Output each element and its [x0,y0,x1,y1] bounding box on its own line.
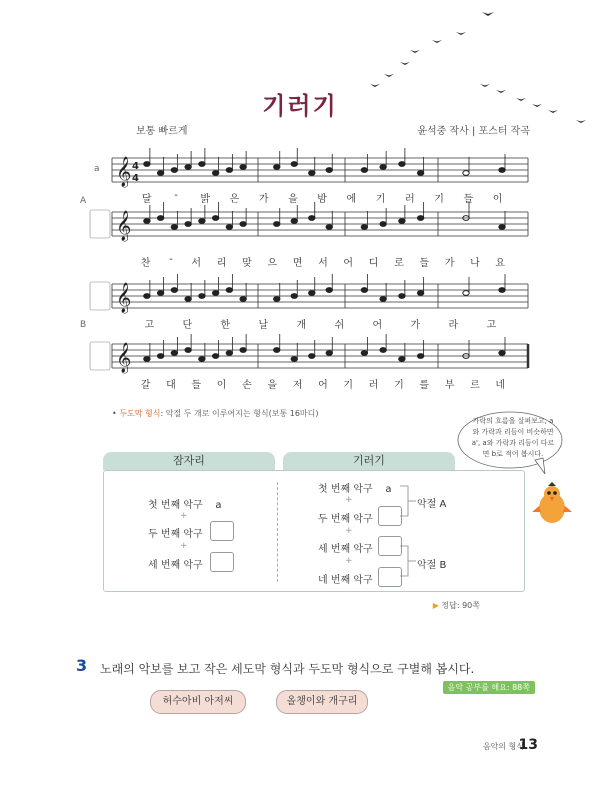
lyric-syllable: 은 [229,194,240,205]
note-head [199,294,205,299]
lyrics-line [128,316,528,330]
song-option-scarecrow[interactable]: 허수아비 아저씨 [150,690,246,714]
note-head [226,351,232,356]
treble-clef-icon: 𝄞 [116,157,132,187]
lyric-syllable: 들 [463,194,474,205]
lyric-syllable: 개 [296,320,307,331]
note-head [361,225,367,230]
triangle-icon: ▶ [432,601,439,610]
lyric-syllable: 가 [258,194,269,205]
note-head [326,168,332,173]
lyric-syllable: 라 [448,320,459,331]
right-phrase-4: 네 번째 악구 [318,575,373,586]
footer-chapter: 음악의 형식 [482,742,524,751]
lyric-syllable: 저 [292,380,303,391]
lyric-syllable: 쉬 [334,320,345,331]
lyric-syllable: 손 [242,380,252,391]
note-head [326,225,332,230]
lyric-syllable: 어 [318,380,328,391]
section-label-a: A [80,196,87,206]
study-reference-badge: 음악 공부를 해요: 88쪽 [443,681,535,694]
note-head [226,168,232,173]
note-head [185,222,191,227]
note-head [274,222,280,227]
definition-text: 악절 두 개로 이루어지는 형식(보통 16마디) [165,409,319,418]
right-phrase-1: 첫 번째 악구 a [318,484,392,495]
lyric-syllable: 디 [368,258,379,269]
lyric-syllable: 대 [166,380,176,391]
note-head [399,219,405,224]
note-head [240,348,246,353]
lyric-syllable: 면 [292,258,303,269]
plus-sign: + [345,495,353,505]
note-head [157,216,163,221]
lyric-syllable: 을 [267,380,278,391]
note-head [274,297,280,302]
note-head [212,291,218,296]
note-head [399,294,405,299]
phrase-box [90,282,110,310]
lyric-syllable: - [174,190,178,201]
lyric-syllable: 밝 [200,194,211,205]
lyrics-line [128,254,528,268]
lyric-syllable: 서 [318,258,328,269]
note-head [171,288,177,293]
note-head [309,171,315,176]
note-head [463,171,469,176]
note-head [199,162,205,167]
note-head [417,354,423,359]
note-head [274,348,280,353]
song-credits: 윤석중 작사 | 포스터 작곡 [417,126,530,137]
lyric-syllable: 부 [444,380,455,391]
note-head [274,165,280,170]
phrase-label-a: a [94,164,100,174]
phrase-box [90,210,110,238]
page-number: 13 [518,737,538,753]
time-signature: 4 [132,161,139,172]
note-head [212,171,218,176]
lyric-syllable: 어 [343,258,354,269]
note-head [326,351,332,356]
lyric-syllable: 나 [470,258,480,269]
lyric-syllable: 을 [288,194,298,205]
note-head [226,225,232,230]
left-phrase-2: 두 번째 악구 [148,529,203,540]
lyric-syllable: 기 [394,380,404,391]
lyric-syllable: - [169,254,173,265]
lyric-syllable: 러 [368,380,379,391]
panel-divider [277,482,278,582]
treble-clef-icon: 𝄞 [116,211,132,241]
note-head [157,171,163,176]
note-head [212,216,218,221]
phrase-box [90,342,110,370]
note-head [185,348,191,353]
tab-jamjari: 잠자리 [103,452,275,470]
plus-sign: + [345,526,353,536]
lyric-syllable: 밤 [317,194,327,205]
lyric-syllable: 기 [434,194,444,205]
lyric-syllable: 이 [216,380,227,391]
lyric-syllable: 맞 [242,258,252,269]
right-phrase-1-value: a [385,484,392,495]
lyric-syllable: 서 [191,258,202,269]
note-head [157,354,163,359]
note-head [157,291,163,296]
left-phrase-1-value: a [215,500,222,511]
bird-mascot-icon [530,480,574,528]
lyric-syllable: 단 [182,320,193,331]
right-phrase-2: 두 번째 악구 [318,514,373,525]
lyrics-line [128,376,528,390]
treble-clef-icon: 𝄞 [116,283,132,313]
note-head [171,168,177,173]
note-head [240,222,246,227]
left-phrase-2-answer-box[interactable] [210,521,234,541]
note-head [399,162,405,167]
lyric-syllable: 찬 [140,258,151,269]
song-title: 기러기 [262,92,338,120]
note-head [499,225,505,230]
lyric-syllable: 고 [486,320,497,331]
lyric-syllable: 들 [419,258,430,269]
note-head [361,168,367,173]
note-head [361,288,367,293]
note-head [326,288,332,293]
definition-term: 두도막 형식 [119,409,161,418]
lyrics-line [128,190,528,204]
note-head [309,354,315,359]
lyric-syllable: 리 [216,258,227,269]
lyric-syllable: 한 [220,320,231,331]
plus-sign: + [180,511,188,521]
section-a-label: 악절 A [417,499,447,510]
note-head [226,288,232,293]
section-label-b: B [80,320,87,330]
left-phrase-3-answer-box[interactable] [210,552,234,572]
note-head [291,294,297,299]
left-phrase-1: 첫 번째 악구 a [148,500,222,511]
note-head [499,168,505,173]
note-head [380,165,386,170]
lyric-syllable: 가 [410,320,421,331]
speech-bubble-text: 가락의 흐름을 살펴보고, a와 가락과 리듬이 비슷하면 a', a와 가락과 리듬이 다르면 b로 적어 봅시다. [471,417,555,458]
note-head [144,294,150,299]
note-head [309,291,315,296]
note-head [499,288,505,293]
question-number: 3 [76,656,88,675]
tab-gireogi: 기러기 [283,452,455,470]
question-text: 노래의 악보를 보고 작은 세도막 형식과 두도막 형식으로 구별해 봅시다. [100,662,475,676]
note-head [185,165,191,170]
note-head [361,351,367,356]
note-head [185,297,191,302]
lyric-syllable: 날 [258,320,269,331]
note-head [399,357,405,362]
lyric-syllable: 로 [394,258,404,269]
note-head [240,297,246,302]
note-head [144,219,150,224]
note-head [171,351,177,356]
note-head [144,357,150,362]
note-head [380,222,386,227]
lyric-syllable: 이 [492,194,503,205]
right-phrase-3: 세 번째 악구 [318,544,373,555]
lyric-syllable: 기 [343,380,354,391]
lyric-syllable: 르 [470,380,480,391]
lyric-syllable: 갈 [140,380,151,391]
note-head [199,219,205,224]
note-head [291,357,297,362]
note-head [199,357,205,362]
note-head [380,348,386,353]
note-head [240,165,246,170]
definition-note: • 두도막 형식: 악절 두 개로 이루어지는 형식(보통 16마디) [112,409,319,418]
note-head [380,297,386,302]
note-head [291,162,297,167]
lyric-syllable: 어 [372,320,383,331]
lyric-syllable: 달 [141,194,152,205]
song-option-tadpole-frog[interactable]: 올챙이와 개구리 [276,690,368,714]
lyric-syllable: 러 [405,194,415,205]
note-head [463,291,469,296]
tempo-marking: 보통 빠르게 [136,126,188,137]
plus-sign: + [180,541,188,551]
lyric-syllable: 에 [346,194,357,205]
note-head [291,219,297,224]
note-head [417,216,423,221]
time-signature: 4 [132,173,139,184]
section-b-label: 악절 B [417,560,447,571]
lyric-syllable: 으 [267,258,278,269]
note-head [212,354,218,359]
lyric-syllable: 고 [144,320,155,331]
note-head [171,225,177,230]
plus-sign: + [345,556,353,566]
note-head [144,162,150,167]
lyric-syllable: 들 [191,380,202,391]
lyric-syllable: 가 [444,258,455,269]
left-phrase-3: 세 번째 악구 [148,560,203,571]
answer-reference: ▶ 정답: 90쪽 [432,601,480,610]
treble-clef-icon: 𝄞 [116,343,132,373]
lyric-syllable: 요 [495,258,506,269]
note-head [309,216,315,221]
lyric-syllable: 를 [419,380,430,391]
note-head [417,291,423,296]
lyric-syllable: 네 [495,380,506,391]
note-head [417,171,423,176]
note-head [499,351,505,356]
lyric-syllable: 기 [375,194,386,205]
